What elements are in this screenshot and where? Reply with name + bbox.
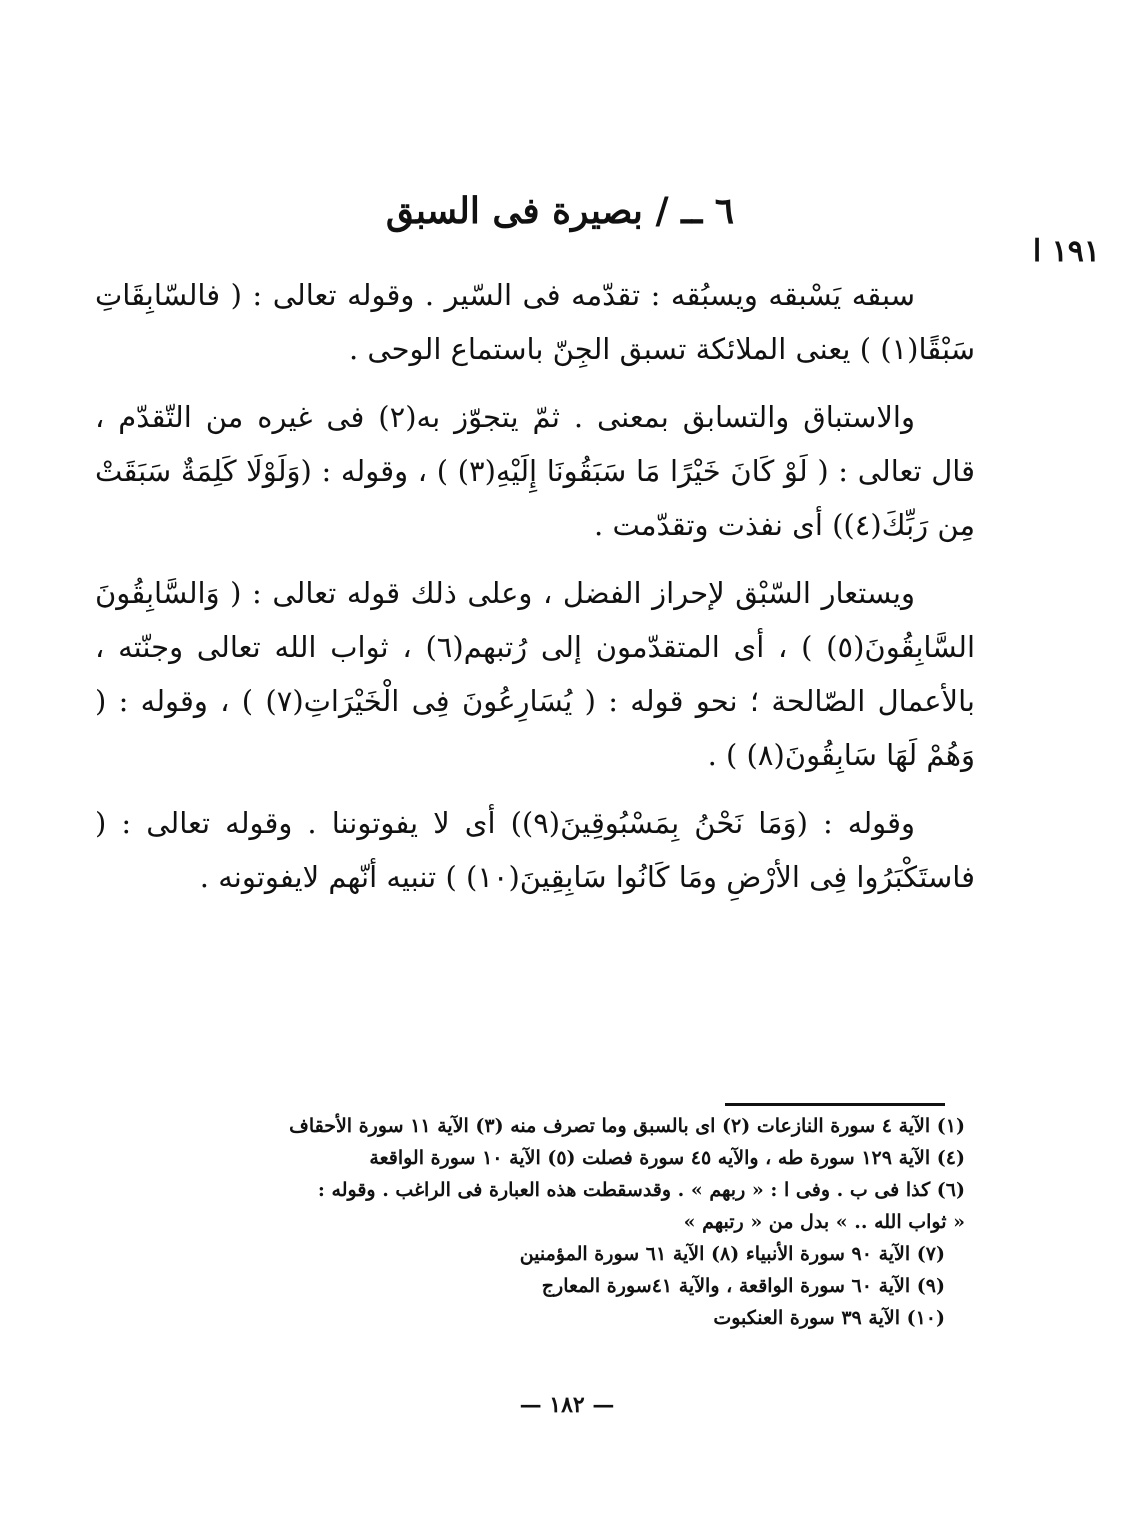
paragraph-4: وقوله : (وَمَا نَحْنُ بِمَسْبُوقِينَ(٩)) أى لا يفوتوننا . وقوله تعالى : ( فاستَكْبَرُوا فِى الأرْضِ ومَا كَانُوا سَابِقِينَ(١٠) ) تنبيه أنّهم لايفوتونه . xyxy=(95,806,975,894)
body-text xyxy=(95,268,975,918)
footnote-line: (١) الآية ٤ سورة النازعات (٢) اى بالسبق وما تصرف منه (٣) الآية ١١ سورة الأحقاف xyxy=(289,1115,965,1137)
footnote-line: (١٠) الآية ٣٩ سورة العنكبوت xyxy=(713,1307,945,1329)
footnote-line: (٦) كذا فى ب . وفى ا : « ربهم » . وقدسقطت هذه العبارة فى الراغب . وقوله : xyxy=(317,1179,965,1201)
footnote-line: (٩) الآية ٦٠ سورة الواقعة ، والآية ٤١سورة المعارج xyxy=(541,1275,945,1297)
page-number: — ١٨٢ — xyxy=(519,1392,615,1418)
paragraph-2: والاستباق والتسابق بمعنى . ثمّ يتجوّز به(٢) فى غيره من التّقدّم ، قال تعالى : ( لَوْ كَانَ خَيْرًا مَا سَبَقُونَا إِلَيْهِ(٣) ) ، وقوله : (وَلَوْلَا كَلِمَةٌ سَبَقَتْ مِن رَبِّكَ(٤)) أى نفذت وتقدّمت . xyxy=(95,400,976,542)
footnotes xyxy=(85,1110,965,1334)
footnote-separator xyxy=(725,1103,945,1106)
footnote-line: (٧) الآية ٩٠ سورة الأنبياء (٨) الآية ٦١ سورة المؤمنين xyxy=(519,1243,945,1265)
footnote-line: (٤) الآية ١٢٩ سورة طه ، والآيه ٤٥ سورة فصلت (٥) الآية ١٠ سورة الواقعة xyxy=(369,1147,965,1169)
section-title: ٦ ــ / بصيرة فى السبق xyxy=(385,190,735,232)
footnote-line: « ثواب الله .. » بدل من « رتبهم » xyxy=(683,1211,965,1233)
paragraph-3: ويستعار السّبْق لإحراز الفضل ، وعلى ذلك قوله تعالى : ( وَالسَّابِقُونَ السَّابِقُونَ(٥) ) ، أى المتقدّمون إلى رُتبهم(٦) ، ثواب الله تعالى وجنّته ، بالأعمال الصّالحة ؛ نحو قوله : ( يُسَارِعُونَ فِى الْخَيْرَاتِ(٧) ) ، وقوله : ( وَهُمْ لَهَا سَابِقُونَ(٨) ) . xyxy=(95,576,976,772)
marginal-page-reference: ١٩١ ا xyxy=(1032,234,1100,269)
paragraph-1: سبقه يَسْبقه ويسبُقه : تقدّمه فى السّير . وقوله تعالى : ( فالسّابِقَاتِ سَبْقًا(١) ) يعنى الملائكة تسبق الجِنّ باستماع الوحى . xyxy=(95,278,975,366)
